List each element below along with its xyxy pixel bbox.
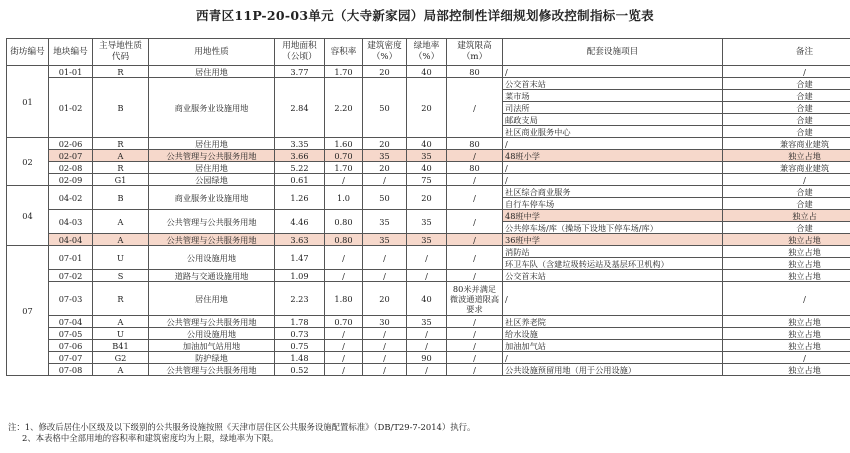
green-ratio-cell: 35: [407, 234, 447, 246]
land-code-cell: B: [93, 186, 149, 210]
table-row: [7, 150, 850, 162]
height-limit-cell: 80: [447, 138, 503, 150]
green-ratio-cell: 40: [407, 282, 447, 316]
facility-cell: /: [503, 352, 723, 364]
table-row: [7, 234, 850, 246]
facility-cell: 加油加气站: [503, 340, 723, 352]
land-code-cell: A: [93, 150, 149, 162]
block-id-cell: 04: [7, 186, 49, 246]
density-cell: 35: [363, 210, 407, 234]
plot-id-cell: 07-05: [49, 328, 93, 340]
density-cell: /: [363, 174, 407, 186]
density-cell: /: [363, 364, 407, 376]
control-index-table: [6, 38, 850, 376]
remark-cell: 独立占地: [723, 234, 850, 246]
green-ratio-cell: 40: [407, 66, 447, 78]
density-cell: 35: [363, 234, 407, 246]
remark-cell: 独立占: [723, 210, 850, 222]
height-limit-cell: /: [447, 246, 503, 270]
land-use-cell: 居住用地: [149, 138, 275, 150]
facility-cell: /: [503, 138, 723, 150]
plot-id-cell: 07-04: [49, 316, 93, 328]
remark-cell: /: [723, 66, 850, 78]
land-use-cell: 居住用地: [149, 282, 275, 316]
facility-cell: 48班小学: [503, 150, 723, 162]
header-cell: 配套设施项目: [503, 39, 723, 66]
facility-cell: 环卫车队（含建垃圾转运站及基层环卫机构）: [503, 258, 723, 270]
density-cell: 20: [363, 66, 407, 78]
header-cell: 建筑密度（%）: [363, 39, 407, 66]
land-use-cell: 居住用地: [149, 162, 275, 174]
height-limit-cell: /: [447, 328, 503, 340]
area-cell: 0.75: [275, 340, 325, 352]
land-use-cell: 公共管理与公共服务用地: [149, 316, 275, 328]
green-ratio-cell: /: [407, 246, 447, 270]
land-code-cell: B: [93, 78, 149, 138]
table-body: [7, 66, 850, 376]
plot-id-cell: 02-08: [49, 162, 93, 174]
height-limit-cell: 80: [447, 66, 503, 78]
green-ratio-cell: 75: [407, 174, 447, 186]
header-cell: 备注: [723, 39, 850, 66]
land-use-cell: 道路与交通设施用地: [149, 270, 275, 282]
plot-id-cell: 07-07: [49, 352, 93, 364]
far-cell: /: [325, 270, 363, 282]
green-ratio-cell: 20: [407, 78, 447, 138]
density-cell: /: [363, 270, 407, 282]
density-cell: /: [363, 352, 407, 364]
facility-cell: 公共停车场/库（操场下设地下停车场/库）: [503, 222, 723, 234]
table-notes: [8, 422, 475, 444]
facility-cell: /: [503, 282, 723, 316]
page-title: 西青区11P-20-03单元（大寺新家园）局部控制性详细规划修改控制指标一览表: [196, 8, 654, 23]
remark-cell: 合建: [723, 78, 850, 90]
remark-cell: /: [723, 282, 850, 316]
header-cell: 绿地率（%）: [407, 39, 447, 66]
table-row: [7, 66, 850, 78]
land-use-cell: 公共管理与公共服务用地: [149, 234, 275, 246]
note-line: 2、本表格中全部用地的容积率和建筑密度均为上限，绿地率为下限。: [22, 433, 279, 443]
green-ratio-cell: 40: [407, 162, 447, 174]
remark-cell: /: [723, 174, 850, 186]
land-use-cell: 商业服务业设施用地: [149, 78, 275, 138]
area-cell: 0.73: [275, 328, 325, 340]
land-code-cell: G2: [93, 352, 149, 364]
area-cell: 0.61: [275, 174, 325, 186]
remark-cell: 合建: [723, 186, 850, 198]
table-row: [7, 316, 850, 328]
facility-cell: 48班中学: [503, 210, 723, 222]
plot-id-cell: 02-09: [49, 174, 93, 186]
land-use-cell: 居住用地: [149, 66, 275, 78]
plot-id-cell: 04-02: [49, 186, 93, 210]
area-cell: 3.63: [275, 234, 325, 246]
facility-cell: 自行车停车场: [503, 198, 723, 210]
area-cell: 2.23: [275, 282, 325, 316]
height-limit-cell: /: [447, 270, 503, 282]
remark-cell: 合建: [723, 222, 850, 234]
facility-cell: 公共设施预留用地（用于公用设施）: [503, 364, 723, 376]
far-cell: 1.80: [325, 282, 363, 316]
area-cell: 3.35: [275, 138, 325, 150]
green-ratio-cell: 35: [407, 210, 447, 234]
land-use-cell: 公共管理与公共服务用地: [149, 210, 275, 234]
height-limit-cell: 80米并满足微波通道限高要求: [447, 282, 503, 316]
remark-cell: 独立占地: [723, 364, 850, 376]
green-ratio-cell: /: [407, 328, 447, 340]
density-cell: 20: [363, 282, 407, 316]
facility-cell: /: [503, 162, 723, 174]
land-use-cell: 公共管理与公共服务用地: [149, 364, 275, 376]
plot-id-cell: 01-01: [49, 66, 93, 78]
remark-cell: 合建: [723, 90, 850, 102]
height-limit-cell: 80: [447, 162, 503, 174]
facility-cell: 社区商业服务中心: [503, 126, 723, 138]
height-limit-cell: /: [447, 210, 503, 234]
table-row: [7, 78, 850, 90]
far-cell: /: [325, 352, 363, 364]
green-ratio-cell: /: [407, 270, 447, 282]
green-ratio-cell: 90: [407, 352, 447, 364]
far-cell: 0.70: [325, 316, 363, 328]
area-cell: 0.52: [275, 364, 325, 376]
remark-cell: 合建: [723, 126, 850, 138]
facility-cell: 公交首末站: [503, 78, 723, 90]
header-cell: 街坊编号: [7, 39, 49, 66]
plot-id-cell: 02-07: [49, 150, 93, 162]
area-cell: 1.26: [275, 186, 325, 210]
table-row: [7, 270, 850, 282]
land-code-cell: S: [93, 270, 149, 282]
far-cell: 1.0: [325, 186, 363, 210]
density-cell: /: [363, 340, 407, 352]
height-limit-cell: /: [447, 352, 503, 364]
area-cell: 1.47: [275, 246, 325, 270]
land-use-cell: 公共管理与公共服务用地: [149, 150, 275, 162]
table-row: [7, 186, 850, 198]
land-code-cell: A: [93, 364, 149, 376]
facility-cell: 司法所: [503, 102, 723, 114]
remark-cell: 独立占地: [723, 328, 850, 340]
height-limit-cell: /: [447, 316, 503, 328]
plot-id-cell: 07-01: [49, 246, 93, 270]
green-ratio-cell: /: [407, 340, 447, 352]
density-cell: 35: [363, 150, 407, 162]
land-code-cell: R: [93, 66, 149, 78]
plot-id-cell: 07-02: [49, 270, 93, 282]
table-row: [7, 340, 850, 352]
land-use-cell: 防护绿地: [149, 352, 275, 364]
far-cell: 2.20: [325, 78, 363, 138]
remark-cell: 独立占地: [723, 258, 850, 270]
remark-cell: 独立占地: [723, 150, 850, 162]
area-cell: 5.22: [275, 162, 325, 174]
height-limit-cell: /: [447, 150, 503, 162]
header-cell: 建筑限高（m）: [447, 39, 503, 66]
remark-cell: 独立占地: [723, 340, 850, 352]
land-code-cell: R: [93, 138, 149, 150]
green-ratio-cell: 35: [407, 150, 447, 162]
height-limit-cell: /: [447, 234, 503, 246]
area-cell: 1.48: [275, 352, 325, 364]
green-ratio-cell: 35: [407, 316, 447, 328]
table-row: [7, 174, 850, 186]
facility-cell: 社区养老院: [503, 316, 723, 328]
green-ratio-cell: 40: [407, 138, 447, 150]
plot-id-cell: 04-03: [49, 210, 93, 234]
area-cell: 1.09: [275, 270, 325, 282]
plot-id-cell: 02-06: [49, 138, 93, 150]
remark-cell: 独立占地: [723, 246, 850, 258]
land-code-cell: R: [93, 162, 149, 174]
block-id-cell: 01: [7, 66, 49, 138]
green-ratio-cell: /: [407, 364, 447, 376]
land-use-cell: 公园绿地: [149, 174, 275, 186]
density-cell: 50: [363, 78, 407, 138]
facility-cell: /: [503, 66, 723, 78]
land-use-cell: 公用设施用地: [149, 328, 275, 340]
table-row: [7, 162, 850, 174]
land-code-cell: U: [93, 246, 149, 270]
table-row: [7, 352, 850, 364]
land-code-cell: R: [93, 282, 149, 316]
table-row: [7, 138, 850, 150]
table-row: [7, 246, 850, 258]
density-cell: /: [363, 328, 407, 340]
land-use-cell: 公用设施用地: [149, 246, 275, 270]
height-limit-cell: /: [447, 364, 503, 376]
remark-cell: 合建: [723, 114, 850, 126]
plot-id-cell: 04-04: [49, 234, 93, 246]
land-code-cell: U: [93, 328, 149, 340]
facility-cell: 消防站: [503, 246, 723, 258]
area-cell: 3.77: [275, 66, 325, 78]
facility-cell: 邮政支局: [503, 114, 723, 126]
far-cell: 1.70: [325, 66, 363, 78]
far-cell: 1.70: [325, 162, 363, 174]
far-cell: 0.70: [325, 150, 363, 162]
far-cell: /: [325, 246, 363, 270]
far-cell: 0.80: [325, 210, 363, 234]
height-limit-cell: /: [447, 340, 503, 352]
land-code-cell: A: [93, 210, 149, 234]
area-cell: 3.66: [275, 150, 325, 162]
table-row: [7, 282, 850, 316]
density-cell: 20: [363, 162, 407, 174]
density-cell: 30: [363, 316, 407, 328]
density-cell: 20: [363, 138, 407, 150]
block-id-cell: 07: [7, 246, 49, 376]
remark-cell: 合建: [723, 198, 850, 210]
facility-cell: 菜市场: [503, 90, 723, 102]
remark-cell: 兼容商业建筑: [723, 162, 850, 174]
land-code-cell: A: [93, 316, 149, 328]
far-cell: /: [325, 364, 363, 376]
far-cell: /: [325, 174, 363, 186]
far-cell: 1.60: [325, 138, 363, 150]
far-cell: 0.80: [325, 234, 363, 246]
land-use-cell: 商业服务业设施用地: [149, 186, 275, 210]
block-id-cell: 02: [7, 138, 49, 186]
remark-cell: 独立占地: [723, 270, 850, 282]
remark-cell: 合建: [723, 102, 850, 114]
facility-cell: 36班中学: [503, 234, 723, 246]
plot-id-cell: 01-02: [49, 78, 93, 138]
green-ratio-cell: 20: [407, 186, 447, 210]
plot-id-cell: 07-06: [49, 340, 93, 352]
table-row: [7, 328, 850, 340]
facility-cell: /: [503, 174, 723, 186]
header-cell: 容积率: [325, 39, 363, 66]
table-header-row: [7, 39, 850, 66]
remark-cell: 独立占地: [723, 316, 850, 328]
header-cell: 用地面积（公顷）: [275, 39, 325, 66]
height-limit-cell: /: [447, 174, 503, 186]
area-cell: 2.84: [275, 78, 325, 138]
far-cell: /: [325, 328, 363, 340]
header-cell: 地块编号: [49, 39, 93, 66]
area-cell: 4.46: [275, 210, 325, 234]
table-row: [7, 210, 850, 222]
land-code-cell: G1: [93, 174, 149, 186]
remark-cell: 兼容商业建筑: [723, 138, 850, 150]
header-cell: 用地性质: [149, 39, 275, 66]
far-cell: /: [325, 340, 363, 352]
land-use-cell: 加油加气站用地: [149, 340, 275, 352]
height-limit-cell: /: [447, 186, 503, 210]
note-line: 注：1、修改后居住小区级及以下级别的公共服务设施按照《天津市居住区公共服务设施配置标准》（DB/T29-7-2014）执行。: [8, 422, 476, 432]
density-cell: 50: [363, 186, 407, 210]
area-cell: 1.78: [275, 316, 325, 328]
plot-id-cell: 07-03: [49, 282, 93, 316]
remark-cell: /: [723, 352, 850, 364]
density-cell: /: [363, 246, 407, 270]
land-code-cell: B41: [93, 340, 149, 352]
header-cell: 主导地性质代码: [93, 39, 149, 66]
land-code-cell: A: [93, 234, 149, 246]
facility-cell: 给水设施: [503, 328, 723, 340]
facility-cell: 公交首末站: [503, 270, 723, 282]
table-row: [7, 364, 850, 376]
facility-cell: 社区综合商业服务: [503, 186, 723, 198]
height-limit-cell: /: [447, 78, 503, 138]
plot-id-cell: 07-08: [49, 364, 93, 376]
